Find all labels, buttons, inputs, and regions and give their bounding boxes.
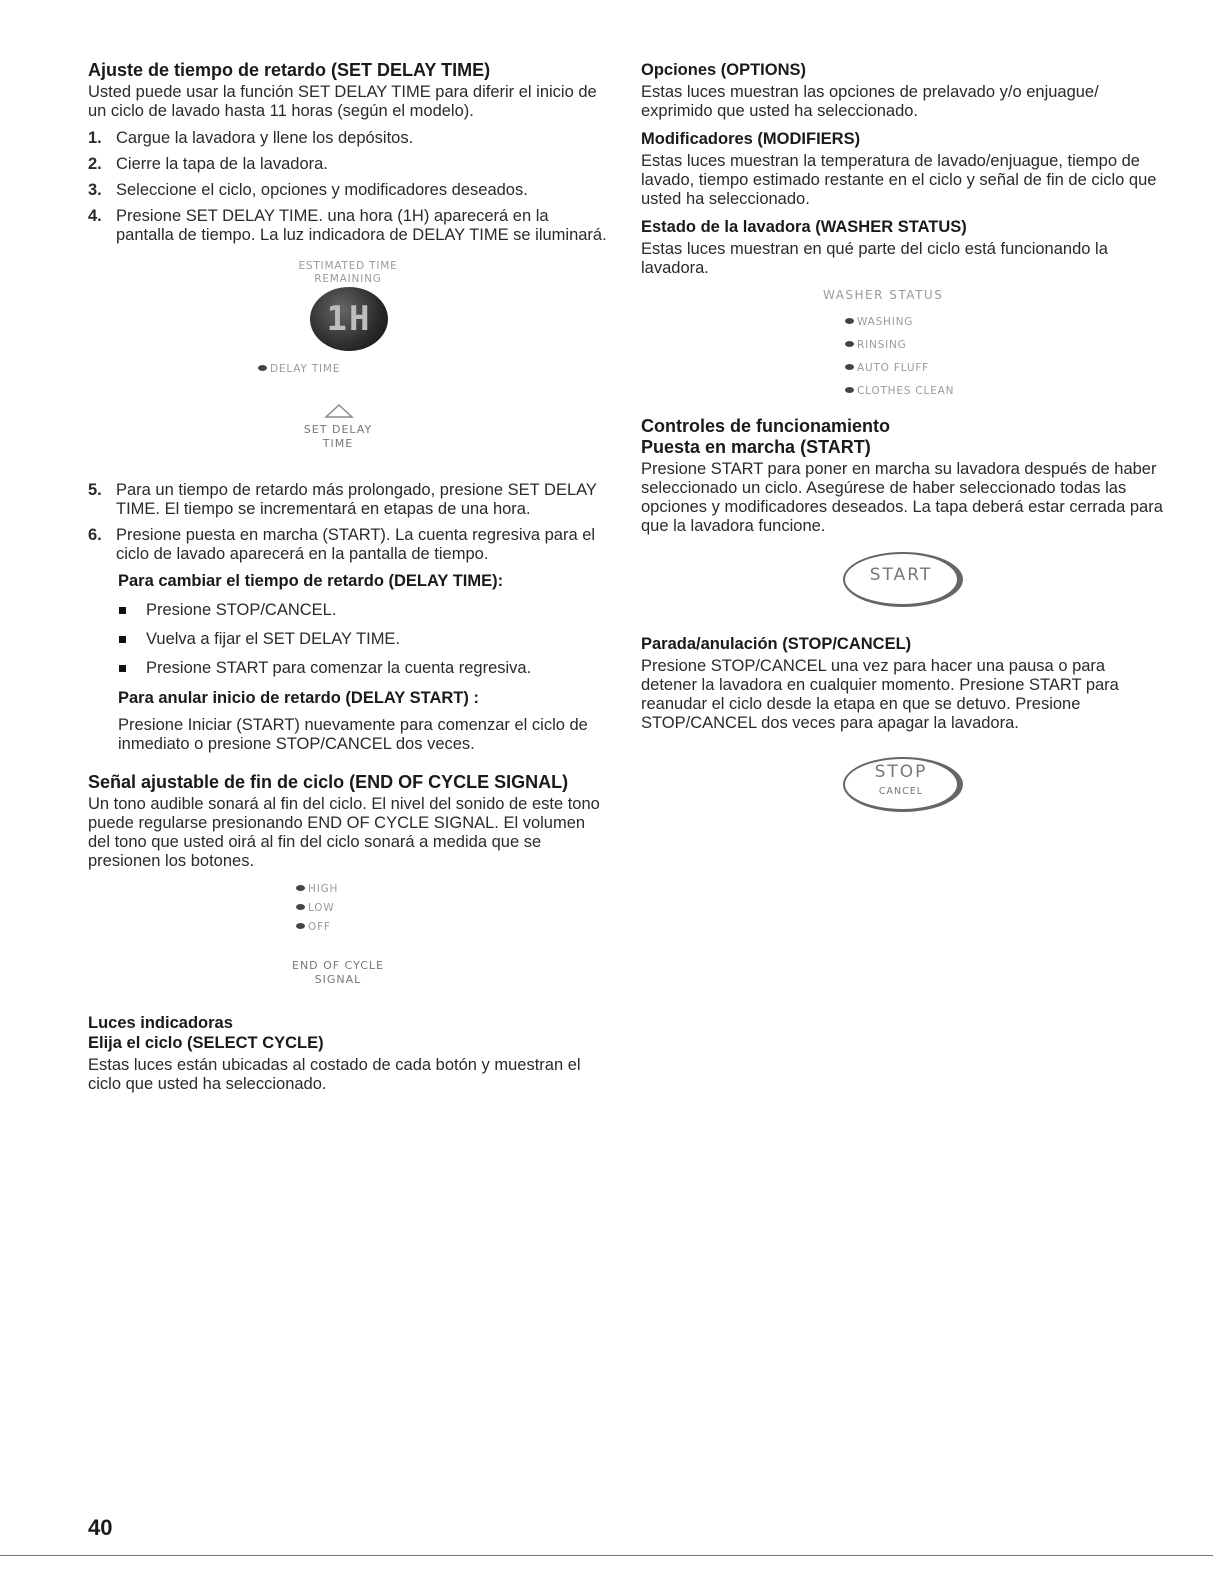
set-delay-button[interactable]: SET DELAY TIME [303, 423, 373, 450]
indicator-light-icon [296, 904, 305, 910]
set-delay-steps-continued [88, 481, 610, 564]
status-rinsing: RINSING [845, 333, 954, 356]
change-delay-list [118, 601, 610, 678]
list-item: Presione START para comenzar la cuenta regresiva. [118, 659, 610, 678]
cancel-delay-heading: Para anular inicio de retardo (DELAY START) : [118, 689, 479, 707]
end-signal-heading: Señal ajustable de fin de ciclo (END OF CYCLE SIGNAL) [88, 772, 569, 792]
stop-cancel-heading: Parada/anulación (STOP/CANCEL) [641, 635, 912, 653]
set-delay-button-figure [88, 403, 610, 481]
select-cycle-heading: Elija el ciclo (SELECT CYCLE) [88, 1034, 324, 1052]
washer-status-text: Estas luces muestran en qué parte del ciclo está funcionando la lavadora. [641, 240, 1108, 277]
set-delay-steps [88, 129, 610, 245]
indicator-light-icon [845, 387, 854, 393]
washer-status-heading: Estado de la lavadora (WASHER STATUS) [641, 218, 967, 236]
indicator-lights-heading: Luces indicadoras [88, 1014, 233, 1032]
indicator-light-icon [258, 365, 267, 371]
start-button-figure [641, 546, 1163, 624]
signal-levels [296, 879, 338, 936]
end-signal-text: Un tono audible sonará al fin del ciclo. El nivel del sonido de este tono puede regularse presionando END OF CYCLE SIGNAL. El volumen del tono que usted oirá al fin del ciclo sonará a medida que se presionen los botones. [88, 795, 600, 870]
stop-button-figure [641, 751, 1163, 831]
washer-status-lights [845, 310, 954, 402]
end-signal-figure [88, 879, 610, 997]
indicator-light-icon [845, 318, 854, 324]
status-washing: WASHING [845, 310, 954, 333]
step-5: 5. Para un tiempo de retardo más prolongado, presione SET DELAY TIME. El tiempo se incrementará en etapas de una hora. [88, 481, 597, 518]
cancel-delay-text: Presione Iniciar (START) nuevamente para comenzar el ciclo de inmediato o presione STOP/CANCEL dos veces. [118, 716, 588, 753]
indicator-light-icon [296, 923, 305, 929]
estimated-time-label: ESTIMATED TIME REMAINING [298, 260, 398, 285]
left-column [88, 60, 610, 1102]
step-3: 3. Seleccione el ciclo, opciones y modificadores deseados. [88, 181, 528, 199]
stop-cancel-button[interactable]: STOP CANCEL [843, 757, 963, 812]
time-display-oval [310, 287, 388, 351]
indicator-light-icon [296, 885, 305, 891]
start-text: Presione START para poner en marcha su lavadora después de haber seleccionado un ciclo. Asegúrese de haber seleccionado todas las opciones y modificadores deseados. La tapa deberá estar cerrada para que la lavadora funcione. [641, 460, 1163, 535]
step-1: 1. Cargue la lavadora y llene los depósitos. [88, 129, 414, 147]
up-arrow-icon [322, 403, 356, 419]
end-of-cycle-signal-button[interactable]: END OF CYCLE SIGNAL [292, 959, 384, 986]
step-2: 2. Cierre la tapa de la lavadora. [88, 155, 328, 173]
status-clothes-clean: CLOTHES CLEAN [845, 379, 954, 402]
delay-display-figure [88, 259, 610, 379]
level-low: LOW [296, 898, 338, 917]
indicator-light-icon [845, 341, 854, 347]
list-item: Vuelva a fijar el SET DELAY TIME. [118, 630, 610, 649]
delay-time-indicator: DELAY TIME [258, 359, 388, 377]
stop-cancel-text: Presione STOP/CANCEL una vez para hacer una pausa o para detener la lavadora en cualquier momento. Presione START para reanudar el ciclo desde la etapa en que se detuvo. Presione STOP/CANCEL dos veces para apagar la lavadora. [641, 657, 1119, 732]
start-heading: Puesta en marcha (START) [641, 437, 871, 457]
options-heading: Opciones (OPTIONS) [641, 61, 807, 79]
status-auto-fluff: AUTO FLUFF [845, 356, 954, 379]
set-delay-heading: Ajuste de tiempo de retardo (SET DELAY TIME) [88, 60, 491, 80]
washer-status-panel-title: WASHER STATUS [823, 288, 944, 302]
page-number: 40 [88, 1515, 113, 1540]
change-delay-heading: Para cambiar el tiempo de retardo (DELAY TIME): [118, 572, 504, 590]
level-high: HIGH [296, 879, 338, 898]
washer-status-figure [641, 286, 1163, 398]
set-delay-intro: Usted puede usar la función SET DELAY TIME para diferir el inicio de un ciclo de lavado hasta 11 horas (según el modelo). [88, 83, 597, 120]
footer-divider [0, 1555, 1213, 1556]
step-6: 6. Presione puesta en marcha (START). La cuenta regresiva para el ciclo de lavado aparecerá en la pantalla de tiempo. [88, 526, 596, 563]
list-item: Presione STOP/CANCEL. [118, 601, 610, 620]
change-delay-section [88, 571, 610, 754]
right-column [641, 60, 1163, 831]
level-off: OFF [296, 917, 338, 936]
time-display-value: 1H [326, 299, 372, 339]
controls-heading: Controles de funcionamiento [641, 416, 891, 436]
start-button[interactable]: START [843, 552, 963, 607]
step-4: 4. Presione SET DELAY TIME. una hora (1H) aparecerá en la pantalla de tiempo. La luz indicadora de DELAY TIME se iluminará. [88, 207, 607, 244]
modifiers-heading: Modificadores (MODIFIERS) [641, 130, 861, 148]
indicator-light-icon [845, 364, 854, 370]
options-text: Estas luces muestran las opciones de prelavado y/o enjuague/ exprimido que usted ha seleccionado. [641, 83, 1099, 120]
select-cycle-text: Estas luces están ubicadas al costado de cada botón y muestran el ciclo que usted ha seleccionado. [88, 1056, 581, 1093]
modifiers-text: Estas luces muestran la temperatura de lavado/enjuague, tiempo de lavado, tiempo estimado restante en el ciclo y señal de fin de ciclo que usted ha seleccionado. [641, 152, 1157, 208]
